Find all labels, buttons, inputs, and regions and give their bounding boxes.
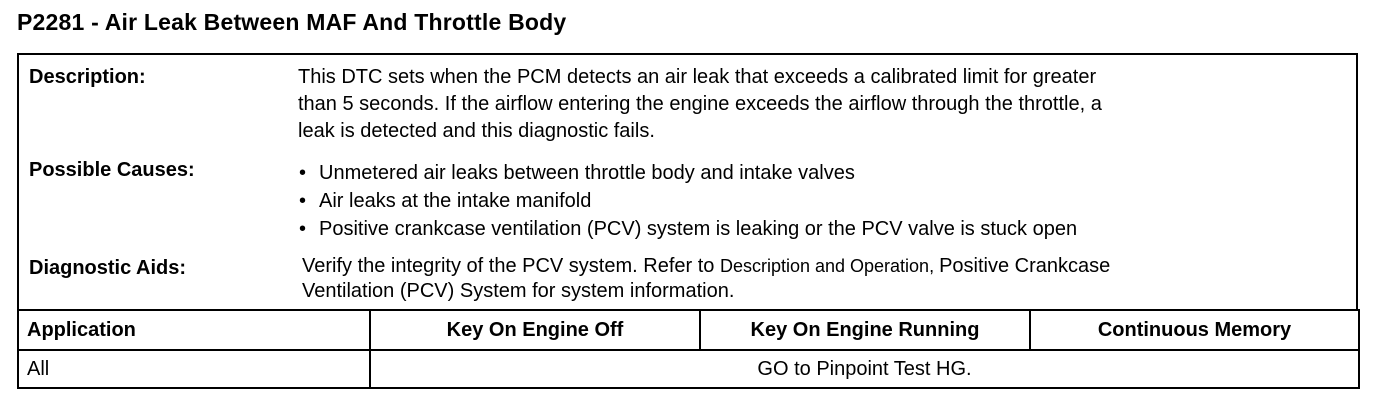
cause-text: Positive crankcase ventilation (PCV) system is leaking or the PCV valve is stuck open	[319, 218, 1078, 240]
description-line: than 5 seconds. If the airflow entering the engine exceeds the airflow through the throttle, a	[298, 93, 1102, 115]
possible-causes-list	[299, 159, 1077, 243]
page-title: P2281 - Air Leak Between MAF And Throttle Body	[17, 9, 567, 35]
application-cell: All	[18, 350, 370, 388]
description-label: Description:	[29, 66, 146, 88]
bullet-icon: •	[299, 162, 307, 184]
possible-causes-label: Possible Causes:	[29, 159, 195, 181]
header-application: Application	[18, 310, 370, 350]
header-key-on-engine-off: Key On Engine Off	[370, 310, 700, 350]
diagnostic-aids-line: Verify the integrity of the PCV system. Refer to Description and Operation, Positive Crankcase	[302, 255, 1111, 277]
pinpoint-test-cell: GO to Pinpoint Test HG.	[370, 350, 1359, 388]
description-text	[298, 64, 1102, 145]
description-line: This DTC sets when the PCM detects an air leak that exceeds a calibrated limit for greater	[298, 66, 1097, 88]
diagnostic-aids-text	[302, 254, 1110, 304]
cause-text: Unmetered air leaks between throttle body and intake valves	[319, 162, 855, 184]
table-row	[18, 350, 1359, 388]
list-item	[299, 215, 1077, 243]
diagnostic-aids-line: Ventilation (PCV) System for system information.	[302, 280, 735, 302]
header-key-on-engine-running: Key On Engine Running	[700, 310, 1030, 350]
list-item	[299, 159, 1077, 187]
bullet-icon: •	[299, 218, 307, 240]
header-continuous-memory: Continuous Memory	[1030, 310, 1359, 350]
application-table	[17, 309, 1360, 389]
table-header-row	[18, 310, 1359, 350]
diagnostic-aids-label: Diagnostic Aids:	[29, 257, 187, 279]
cause-text: Air leaks at the intake manifold	[319, 190, 592, 212]
dtc-info-box	[17, 53, 1358, 309]
description-line: leak is detected and this diagnostic fails.	[298, 120, 655, 142]
bullet-icon: •	[299, 190, 307, 212]
reference-link: Description and Operation,	[719, 256, 940, 276]
list-item	[299, 187, 1077, 215]
